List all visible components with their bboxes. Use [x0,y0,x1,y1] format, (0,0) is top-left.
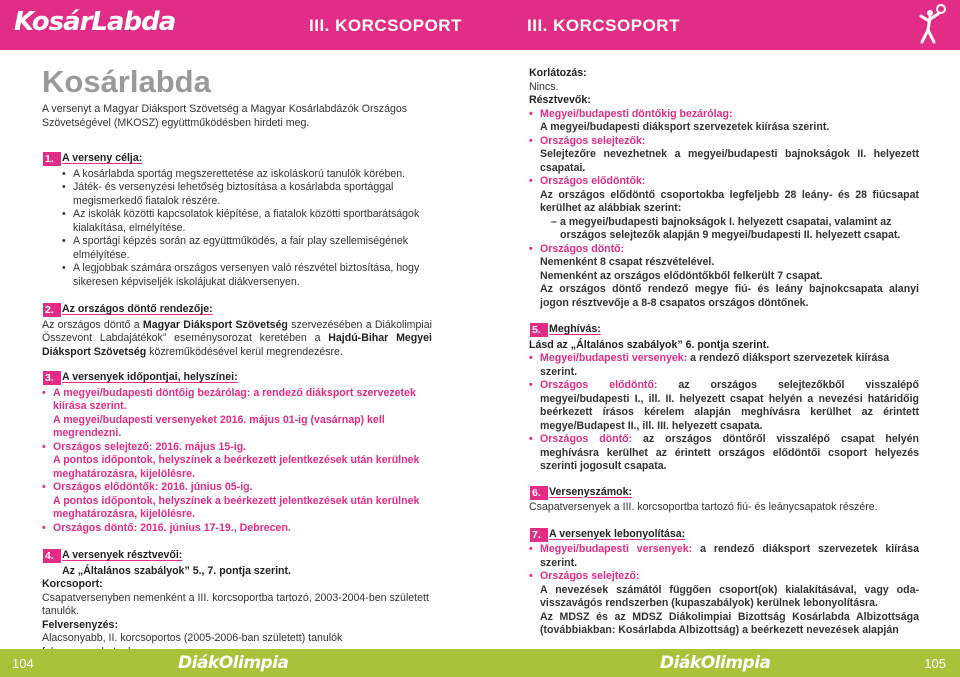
restriction-text: Nincs. [529,80,559,93]
header-bar [0,0,960,50]
intro-text: A versenyt a Magyar Diáksport Szövetség a Magyar Kosárlabdázók Országos Szövetségével (MKOSZ) együttműködésben hirdeti meg. [42,103,408,129]
upgrade-label: Felversenyzés: [42,618,118,631]
section-3 [42,371,432,535]
rule-reference: Lásd az „Általános szabályok” 6. pontja szerint. [529,338,770,351]
list-item: • Megyei/budapesti versenyek: a rendező diáksport szervezetek kiírása szerint. [529,543,919,570]
section-2 [42,303,432,359]
list-item: • Országos döntő: 2016. június 17-19., Debrecen. [42,522,432,536]
header-title-left: III. KORCSOPORT [309,16,462,35]
section-number: 6. [530,486,548,500]
list-item: • A legjobbak számára országos versenyen való részvétel biztosítása, hogy sikeresen képviseljék iskolájukat diákversenyen. [62,262,432,289]
left-column [42,60,432,669]
diakolimpia-logo: DiákOlimpia [660,653,771,673]
page-number-left: 104 [12,656,34,671]
age-group-text: Csapatversenyben nemenként a III. korcsoportba tartozó, 2003-2004-ben született tanulók. [42,591,429,617]
section-title: A verseny célja: [62,152,143,164]
list-item: • Országos döntő: az országos döntőről visszalépő csapat helyén meghívásra kerülhet az érintett országos elődöntői csoport helyezés szerinti jogosult csapata. [529,433,919,474]
section-7 [529,528,919,638]
list-item: • Országos selejtezők: Selejtezőre nevezhetnek a megyei/budapesti bajnokságok II. helyezett csapatai. [529,135,919,176]
age-group-label: Korcsoport: [42,578,103,590]
section-number: 3. [43,371,61,385]
section-number: 5. [530,323,548,337]
section-5 [529,323,919,474]
list-item: • A kosárlabda sportág megszerettetése az iskoláskorú tanulók körében. [62,168,432,182]
list-item: • Játék- és versenyzési lehetőség biztosítása a kosárlabda sportággal megismerkedő fiatalok részére. [62,181,432,208]
restriction-label: Korlátozás: [529,67,587,79]
list-item: • A megyei/budapesti döntőig bezárólag: a rendező diáksport szervezetek kiírása szerint. A megyei/budapesti versenyeket 2016. május 01-ig (vasárnap) kell megrendezni. [42,387,432,441]
right-column [529,67,919,648]
list-item: • Országos selejtező: A nevezések számától függően csoport(ok) kialakításával, vagy oda-visszavágós rendszerben (kupaszabályok) kerülnek lebonyolításra. Az MDSZ és az MDSZ Diákolimpiai Bizottság Kosárlabda Albizottsága (továbbiakban: Kosárlabda Albizottság) a beérkezett nevezések alapján [529,570,919,638]
kosarlabda-logo: KosárLabda [14,7,176,37]
section-number: 2. [43,303,61,317]
participants-list [529,108,919,311]
section-number: 4. [43,549,61,563]
section-title: A versenyek lebonyolítása: [549,527,686,540]
section-title: Meghívás: [549,323,601,335]
invitation-list [529,352,919,474]
list-item: • A sportági képzés során az együttműködés, a fair play szellemiségének elmélyítése. [62,235,432,262]
section-number: 7. [530,528,548,542]
goal-list [62,168,432,290]
organization-list [529,543,919,638]
section-6 [529,486,919,515]
list-item: • Megyei/budapesti döntőkig bezárólag: A megyei/budapesti diáksport szervezetek kiírása szerint. [529,108,919,135]
schedule-list [42,387,432,536]
rule-reference: Az „Általános szabályok” 5., 7. pontja szerint. [62,564,292,577]
list-item: • Országos elődöntő: az országos selejtezőkből visszalépő megyei/budapesti I., ill. II. helyezett csapat helyén a nevezési határidőig beérkezett írásos kérelem alapján meghívásra kerülhet az érintett megye/Budapest II., ill. III. helyezett csapata. [529,379,919,433]
footer-bar [0,649,960,677]
page-number-right: 105 [924,656,946,671]
list-item: • Országos elődöntők: 2016. június 05-ig. A pontos időpontok, helyszínek a beérkezett jelentkezések után kerülnek meghatározásra, kijelölésre. [42,481,432,522]
participants-label: Résztvevők: [529,94,591,106]
diakolimpia-logo: DiákOlimpia [178,653,289,673]
section-title: Versenyszámok: [549,485,633,498]
basketball-player-icon [914,4,948,51]
section-title: Az országos döntő rendezője: [62,303,213,315]
list-item: • Országos elődöntők: Az országos elődöntő csoportokba legfeljebb 28 leány- és 28 fiúcsapat kerülhet az alábbiak szerint: – a megyei/budapesti bajnokságok I. helyezett csapatai, valamint az országos selejtezők alapján 9 megyei/budapesti II. helyezett csapat. [529,175,919,243]
page-title: Kosárlabda [42,64,211,99]
list-item: • Országos döntő: Nemenként 8 csapat részvételével. Nemenként az országos elődöntőkből felkerült 7 csapat. Az országos döntő rendező megye fiú- és leány bajnokcsapata alanyi jogon résztvevője a 8-8 csapatos országos döntőnek. [529,243,919,311]
list-item: • Megyei/budapesti versenyek: a rendező diáksport szervezetek kiírása szerint. [529,352,919,379]
section-4 [42,549,432,659]
section-title: A versenyek résztvevői: [62,549,183,561]
section-1 [42,152,432,289]
events-text: Csapatversenyek a III. korcsoportba tartozó fiú- és leánycsapatok részére. [529,501,878,513]
section-title: A versenyek időpontjai, helyszínei: [62,371,238,383]
list-item: • Az iskolák közötti kapcsolatok kiépítése, a fiatalok közötti sportbarátságok kialakítása, elmélyítése. [62,208,432,235]
organizer-text: Az országos döntő a Magyar Diáksport Szövetség szervezésében a Diákolimpiai Összevont Labdajátékok” eseménysorozat keretében a Hajdú-Bihar Megyei Diáksport Szövetség közreműködésével kerül megrendezésre. [42,318,432,358]
upgrade-text: Alacsonyabb, II. korcsoportos (2005-2006-ban született) tanulók [42,632,343,644]
header-title-right: III. KORCSOPORT [527,16,680,35]
list-item: • Országos selejtező: 2016. május 15-ig. A pontos időpontok, helyszínek a beérkezett jelentkezések után kerülnek meghatározásra, kijelölésre. [42,441,432,482]
section-number: 1. [43,152,61,166]
